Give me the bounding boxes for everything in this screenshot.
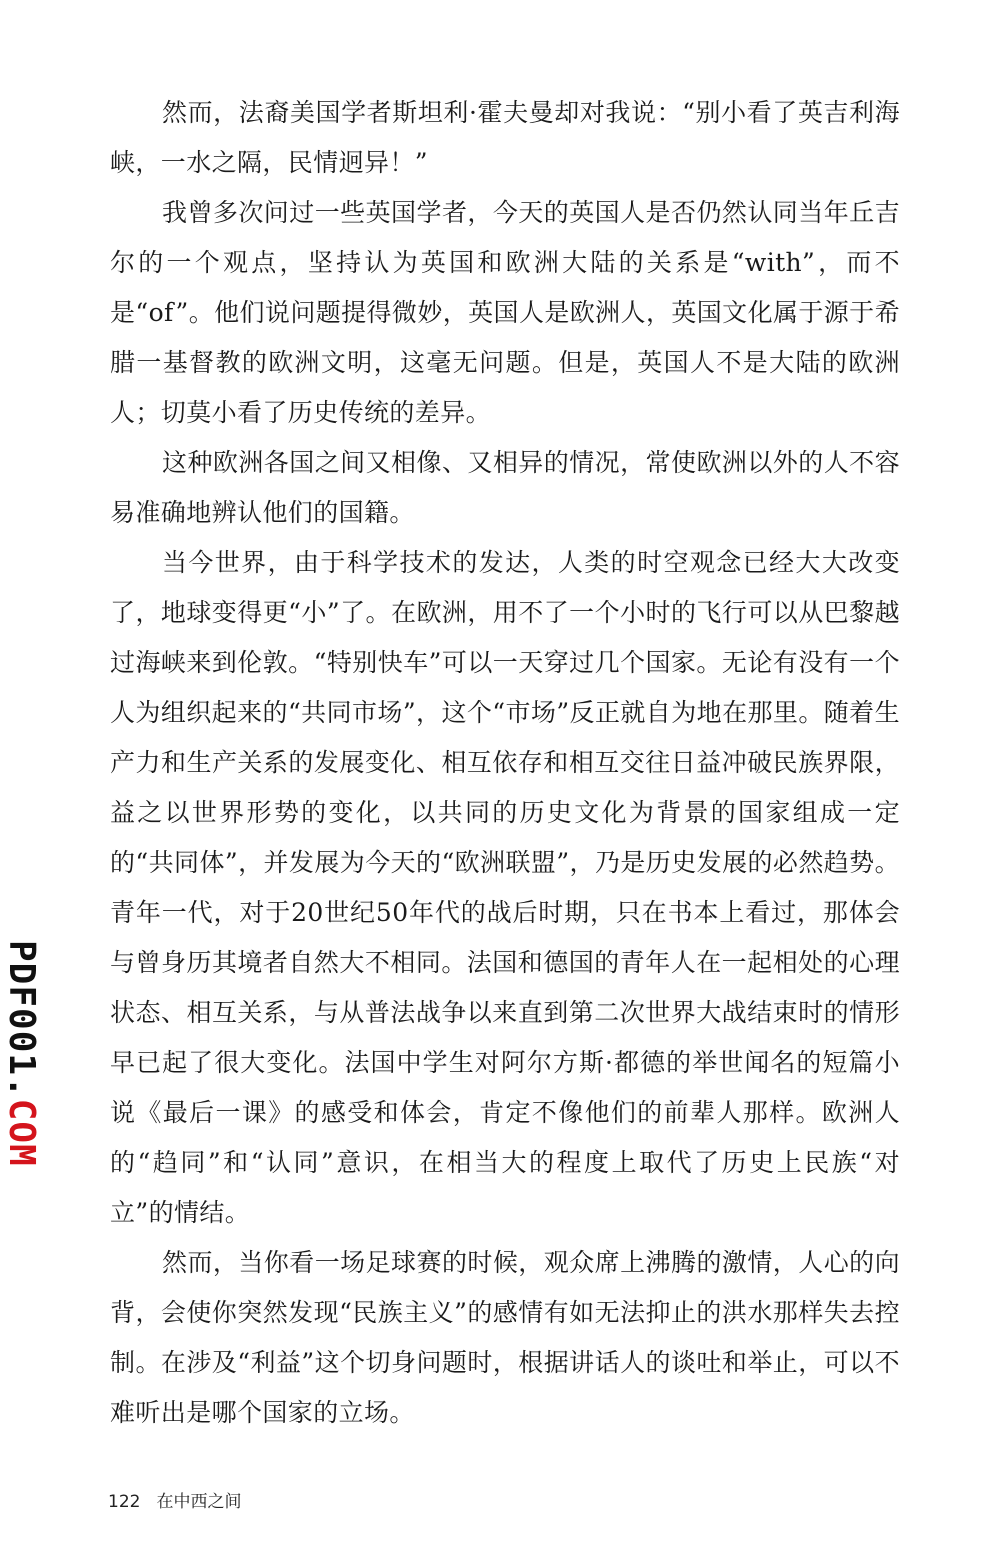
pdf001-watermark [2, 940, 40, 1190]
body-text [110, 88, 900, 1438]
paragraph: 当今世界，由于科学技术的发达，人类的时空观念已经大大改变了，地球变得更“小”了。在欧洲，用不了一个小时的飞行可以从巴黎越过海峡来到伦敦。“特别快车”可以一天穿过几个国家。无论有没有一个人为组织起来的“共同市场”，这个“市场”反正就自为地在那里。随着生产力和生产关系的发展变化、相互依存和相互交往日益冲破民族界限，益之以世界形势的变化，以共同的历史文化为背景的国家组成一定的“共同体”，并发展为今天的“欧洲联盟”，乃是历史发展的必然趋势。青年一代，对于20世纪50年代的战后时期，只在书本上看过，那体会与曾身历其境者自然大不相同。法国和德国的青年人在一起相处的心理状态、相互关系，与从普法战争以来直到第二次世界大战结束时的情形早已起了很大变化。法国中学生对阿尔方斯·都德的举世闻名的短篇小说《最后一课》的感受和体会，肯定不像他们的前辈人那样。欧洲人的“趋同”和“认同”意识，在相当大的程度上取代了历史上民族“对立”的情结。 [110, 548, 900, 1227]
watermark-text-part1: PDF001. [1, 940, 42, 1099]
book-title: 在中西之间 [156, 1492, 242, 1512]
paragraph: 这种欧洲各国之间又相像、又相异的情况，常使欧洲以外的人不容易准确地辨认他们的国籍。 [110, 448, 900, 527]
paragraph: 我曾多次问过一些英国学者，今天的英国人是否仍然认同当年丘吉尔的一个观点，坚持认为英国和欧洲大陆的关系是“with”，而不是“of”。他们说问题提得微妙，英国人是欧洲人，英国文化属于源于希腊一基督教的欧洲文明，这毫无问题。但是，英国人不是大陆的欧洲人；切莫小看了历史传统的差异。 [110, 198, 900, 427]
page-footer [108, 1487, 241, 1512]
watermark-text-part2: COM [1, 1098, 42, 1167]
paragraph: 然而，法裔美国学者斯坦利·霍夫曼却对我说：“别小看了英吉利海峡，一水之隔，民情迥异！” [110, 98, 900, 177]
page-number: 122 [108, 1492, 141, 1512]
paragraph: 然而，当你看一场足球赛的时候，观众席上沸腾的激情，人心的向背，会使你突然发现“民族主义”的感情有如无法抑止的洪水那样失去控制。在涉及“利益”这个切身问题时，根据讲话人的谈吐和举止，可以不难听出是哪个国家的立场。 [110, 1248, 900, 1427]
